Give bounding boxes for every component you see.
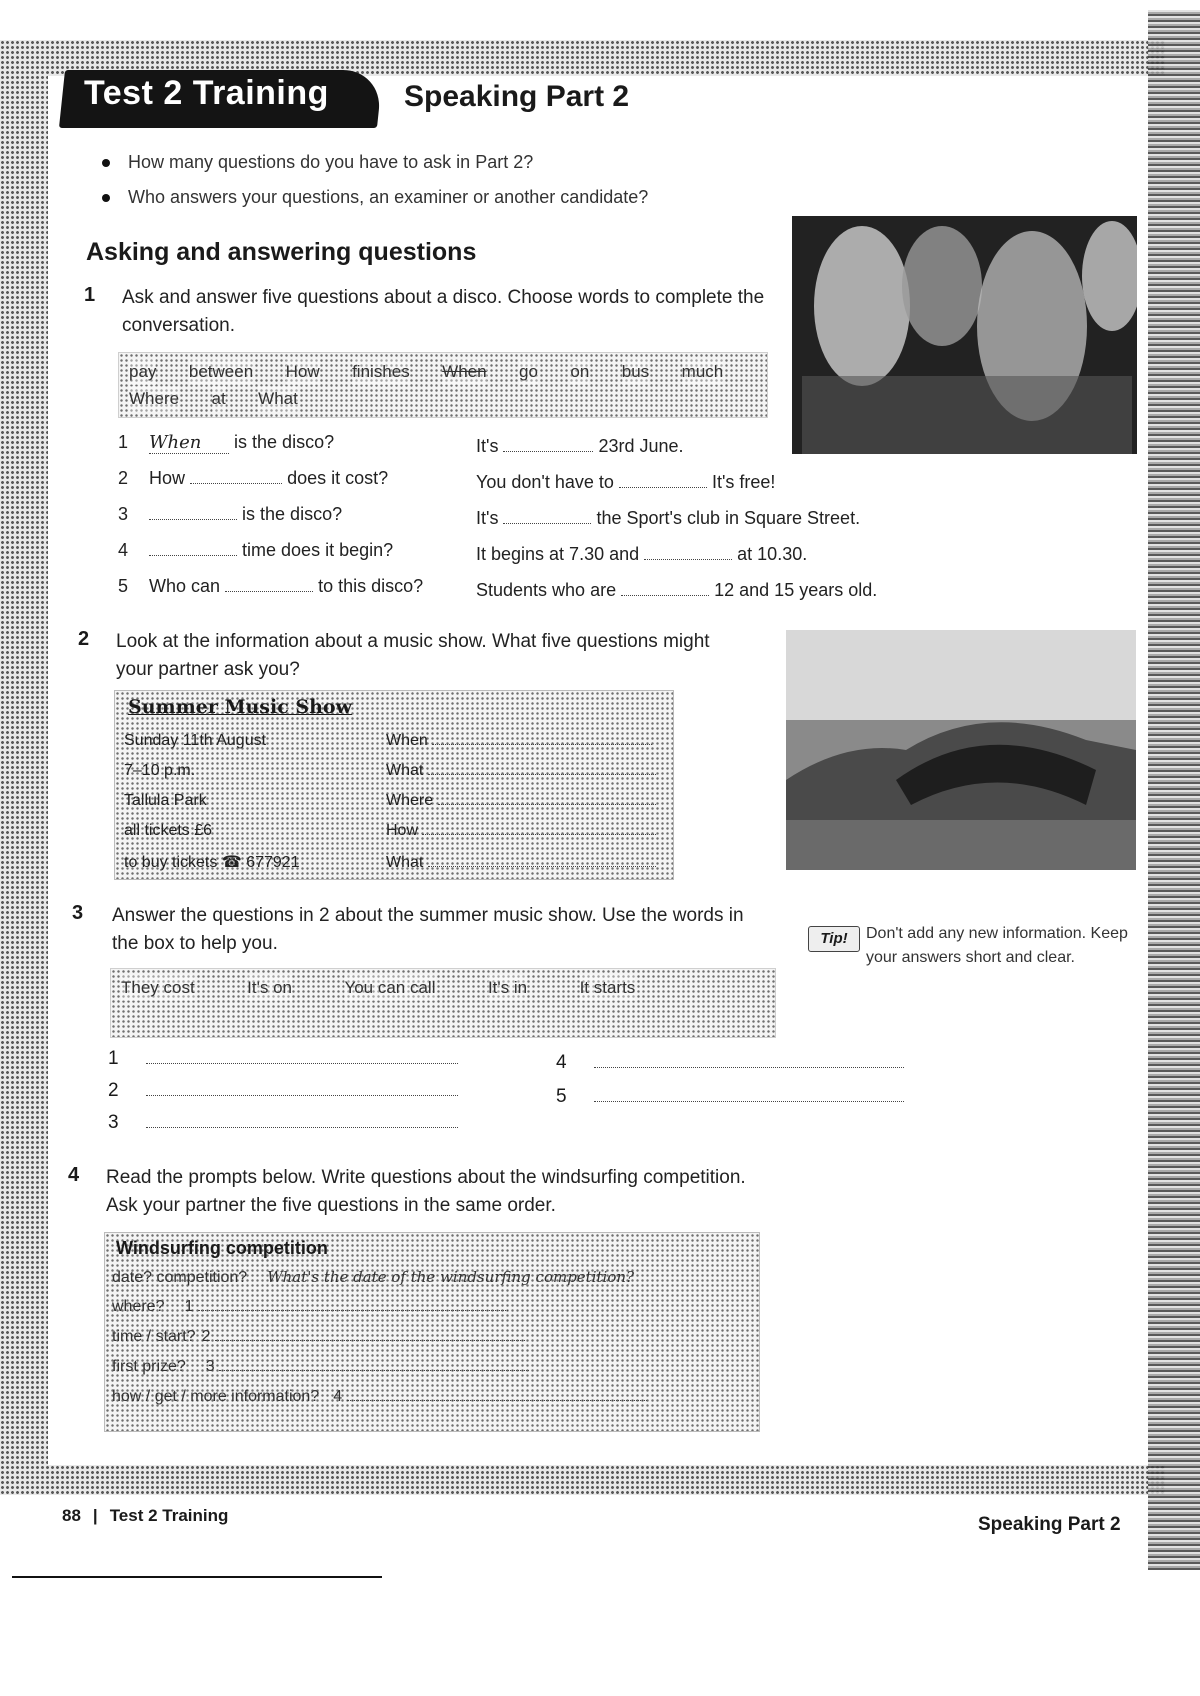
- page-binding-edge: [1148, 10, 1200, 1570]
- question-text: is the disco?: [234, 432, 335, 452]
- windsurfing-prompt: how / get / more information?: [112, 1388, 320, 1405]
- info-row: [124, 762, 656, 780]
- bullet-icon: [102, 159, 110, 167]
- bullet-text: How many questions do you have to ask in Part 2?: [128, 152, 534, 172]
- exercise-3-number: 3: [72, 902, 84, 924]
- footer-separator: |: [92, 1506, 98, 1525]
- page-title: Speaking Part 2: [404, 80, 630, 113]
- question-text: does it cost?: [287, 468, 389, 488]
- item-number: 1: [108, 1048, 119, 1069]
- answer-blank[interactable]: [503, 523, 591, 524]
- word-box-item: Where: [129, 386, 179, 412]
- answer-blank[interactable]: [644, 559, 732, 560]
- exercise-1-number: 1: [84, 284, 96, 306]
- exercise-1-answer-4: [476, 544, 807, 565]
- word-box-item: It's on: [247, 975, 292, 1001]
- exercise-4-number: 4: [68, 1164, 80, 1186]
- question-text: to this disco?: [318, 576, 424, 596]
- question-text: time does it begin?: [242, 540, 394, 560]
- item-number: 5: [556, 1086, 567, 1107]
- answer-blank[interactable]: [198, 1310, 508, 1311]
- windsurfing-row: [112, 1388, 647, 1406]
- answer-blank[interactable]: [215, 1340, 525, 1341]
- word-box-item: bus: [622, 359, 649, 385]
- windsurfing-answer-number: 3: [205, 1358, 215, 1375]
- answer-blank[interactable]: [428, 774, 656, 775]
- music-show-photo: [786, 630, 1136, 870]
- item-number: 3: [108, 1112, 119, 1133]
- question-text: How: [149, 468, 186, 488]
- section-heading: Asking and answering questions: [86, 238, 477, 266]
- windsurfing-prompt: time / start?: [112, 1328, 196, 1345]
- exercise-3-word-box: [110, 968, 776, 1038]
- answer-blank[interactable]: [146, 1127, 458, 1128]
- page-footer-left: [62, 1506, 228, 1526]
- page-footer-right: Speaking Part 2: [978, 1514, 1121, 1535]
- exercise-3-answer-4: [556, 1052, 904, 1074]
- item-number: 2: [108, 1080, 119, 1101]
- info-row: [124, 822, 656, 840]
- word-box-item: They cost: [121, 975, 195, 1001]
- answer-blank[interactable]: [422, 834, 656, 835]
- answer-text: 12 and 15 years old.: [714, 580, 878, 600]
- windsurfing-row: [112, 1328, 525, 1346]
- page-border-bottom: [0, 1465, 1165, 1495]
- windsurfing-title: Windsurfing competition: [116, 1238, 328, 1258]
- windsurfing-row: [112, 1268, 634, 1287]
- exercise-1-answer-1: [476, 436, 684, 457]
- word-box-item: between: [189, 359, 253, 385]
- music-show-title: Summer Music Show: [128, 696, 352, 718]
- exercise-1-answer-2: [476, 472, 775, 493]
- exercise-1-word-box: [118, 352, 768, 418]
- footer-label-left: Test 2 Training: [109, 1506, 229, 1525]
- answer-text: It's: [476, 436, 499, 456]
- exercise-1-answer-3: [476, 508, 860, 529]
- exercise-2-number: 2: [78, 628, 90, 650]
- answer-text: Students who are: [476, 580, 617, 600]
- answer-blank[interactable]: [438, 804, 656, 805]
- question-prompt: What: [386, 762, 424, 779]
- windsurfing-answer-number: 4: [333, 1388, 343, 1405]
- exercise-1-question-5: [118, 576, 423, 597]
- answer-blank[interactable]: [621, 595, 709, 596]
- answer-blank[interactable]: When: [149, 432, 229, 454]
- answer-text: at 10.30.: [737, 544, 808, 564]
- windsurfing-example-answer: What's the date of the windsurfing competition?: [267, 1268, 635, 1286]
- answer-text: 23rd June.: [598, 436, 684, 456]
- bullet-item: [102, 152, 648, 173]
- exercise-2-instruction: Look at the information about a music show. What five questions might your partner ask you?: [116, 631, 710, 680]
- test-banner-label: Test 2 Training: [84, 74, 329, 112]
- word-box-item: go: [519, 359, 538, 385]
- question-prompt: How: [386, 822, 419, 839]
- answer-blank[interactable]: [428, 866, 656, 867]
- word-box-item: It starts: [580, 975, 636, 1001]
- windsurfing-answer-number: 1: [184, 1298, 194, 1315]
- exercise-3-answer-1: [108, 1048, 458, 1070]
- exercise-3-answer-2: [108, 1080, 458, 1102]
- word-box-item: What: [258, 386, 298, 412]
- intro-bullet-list: [102, 152, 648, 222]
- answer-blank[interactable]: [146, 1063, 458, 1064]
- answer-blank[interactable]: [432, 744, 652, 745]
- item-number: 4: [118, 540, 129, 560]
- info-row: [124, 852, 656, 872]
- answer-blank[interactable]: [503, 451, 593, 452]
- answer-text: It's: [476, 508, 499, 528]
- answer-blank[interactable]: [347, 1400, 647, 1401]
- windsurfing-row: [112, 1358, 529, 1376]
- word-box-item: finishes: [352, 359, 410, 385]
- exercise-3-instruction: Answer the questions in 2 about the summer music show. Use the words in the box to help you.: [112, 905, 744, 954]
- info-value: 7–10 p.m.: [124, 762, 196, 779]
- answer-text: You don't have to: [476, 472, 614, 492]
- bullet-text: Who answers your questions, an examiner or another candidate?: [128, 187, 649, 207]
- disco-photo: [792, 216, 1137, 454]
- answer-blank[interactable]: [225, 591, 313, 592]
- question-text: Who can: [149, 576, 221, 596]
- exercise-3-answer-5: [556, 1086, 904, 1108]
- windsurfing-prompt: first prize?: [112, 1358, 186, 1375]
- answer-blank[interactable]: [146, 1095, 458, 1096]
- item-number: 1: [118, 432, 129, 452]
- question-prompt: When: [386, 732, 428, 749]
- word-box-item: at: [212, 386, 226, 412]
- answer-blank[interactable]: [149, 519, 237, 520]
- exercise-1-instruction: Ask and answer five questions about a disco. Choose words to complete the conversation.: [122, 287, 765, 336]
- question-prompt: What: [386, 854, 424, 871]
- answer-text: It's free!: [711, 472, 776, 492]
- answer-blank[interactable]: [190, 483, 282, 484]
- windsurfing-prompt: date? competition?: [112, 1269, 248, 1286]
- answer-text: It begins at 7.30 and: [476, 544, 640, 564]
- answer-blank[interactable]: [619, 487, 707, 488]
- word-box-item: How: [286, 359, 320, 385]
- word-box-item: You can call: [344, 975, 435, 1001]
- footer-rule: [12, 1576, 382, 1578]
- page-number: 88: [62, 1506, 81, 1525]
- exercise-1-question-2: [118, 468, 388, 489]
- windsurfing-prompt: where?: [112, 1298, 165, 1315]
- answer-blank[interactable]: [594, 1067, 904, 1068]
- exercise-1-answer-5: [476, 580, 877, 601]
- info-row: [124, 732, 652, 750]
- question-prompt: Where: [386, 792, 434, 809]
- exercise-3-answer-3: [108, 1112, 458, 1134]
- answer-text: the Sport's club in Square Street.: [596, 508, 861, 528]
- item-number: 3: [118, 504, 129, 524]
- exercise-1-question-1: [118, 432, 334, 454]
- exercise-4-instruction: Read the prompts below. Write questions about the windsurfing competition. Ask your partner the five questions in the same order.: [106, 1167, 746, 1216]
- question-text: is the disco?: [242, 504, 343, 524]
- windsurfing-row: [112, 1298, 508, 1316]
- page-border-left: [0, 40, 48, 1490]
- bullet-item: [102, 187, 648, 208]
- bullet-icon: [102, 194, 110, 202]
- answer-blank[interactable]: [219, 1370, 529, 1371]
- item-number: 5: [118, 576, 129, 596]
- tip-badge: Tip!: [808, 926, 860, 952]
- info-value: Sunday 11th August: [124, 732, 267, 749]
- word-box-item: on: [570, 359, 589, 385]
- word-box-item: pay: [129, 359, 156, 385]
- item-number: 4: [556, 1052, 567, 1073]
- info-value: to buy tickets ☎ 677921: [124, 854, 300, 871]
- item-number: 2: [118, 468, 129, 488]
- info-row: [124, 792, 656, 810]
- word-box-item: It's in: [488, 975, 527, 1001]
- windsurfing-answer-number: 2: [201, 1328, 211, 1345]
- tip-text: Don't add any new information. Keep your answers short and clear.: [866, 925, 1128, 966]
- answer-blank[interactable]: [149, 555, 237, 556]
- answer-blank[interactable]: [594, 1101, 904, 1102]
- exercise-1-question-4: [118, 540, 393, 561]
- info-value: Tallula Park: [124, 792, 207, 809]
- exercise-1-question-3: [118, 504, 342, 525]
- word-box-item: When: [442, 359, 486, 385]
- info-value: all tickets £6: [124, 822, 213, 839]
- word-box-item: much: [682, 359, 724, 385]
